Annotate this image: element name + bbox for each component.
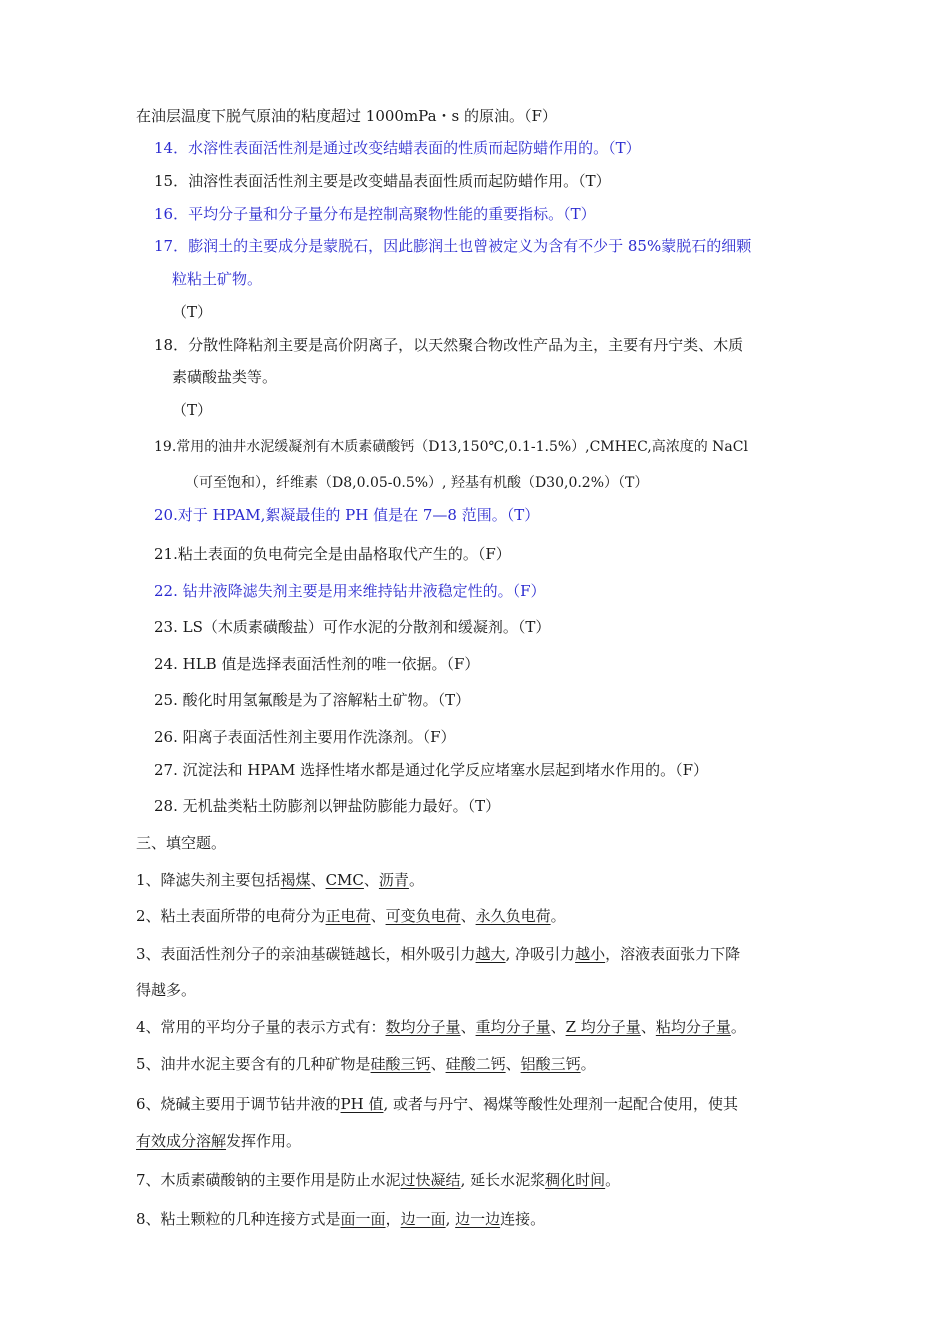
text-line: 24. HLB 值是选择表面活性剂的唯一依据。（F） bbox=[154, 655, 480, 673]
answer-blank: 硅酸三钙 bbox=[370, 1055, 431, 1073]
text-line: 23. LS（木质素磺酸盐）可作水泥的分散剂和缓凝剂。（T） bbox=[154, 618, 551, 636]
text-line: 18．分散性降粘剂主要是高价阴离子，以天然聚合物改性产品为主，主要有丹宁类、木质 bbox=[154, 336, 744, 354]
text-line: 25. 酸化时用氢氟酸是为了溶解粘土矿物。（T） bbox=[154, 691, 471, 709]
fill-question-5: 5、油井水泥主要含有的几种矿物是硅酸三钙、硅酸二钙、铝酸三钙。 bbox=[136, 1055, 596, 1073]
text-line: 28. 无机盐类粘土防膨剂以钾盐防膨能力最好。（T） bbox=[154, 797, 501, 815]
fill-question-1: 1、降滤失剂主要包括褐煤、CMC、沥青。 bbox=[136, 871, 424, 889]
text-line: 20.对于 HPAM,絮凝最佳的 PH 值是在 7—8 范围。（T） bbox=[154, 506, 540, 524]
fill-question-6-cont: 有效成分溶解发挥作用。 bbox=[136, 1132, 302, 1150]
answer-blank: 可变负电荷 bbox=[385, 907, 461, 925]
answer-blank: 铝酸三钙 bbox=[520, 1055, 581, 1073]
answer-blank: 有效成分溶解 bbox=[136, 1132, 227, 1150]
text-line: 14．水溶性表面活性剂是通过改变结蜡表面的性质而起防蜡作用的。（T） bbox=[154, 139, 641, 157]
answer-blank: 稠化时间 bbox=[545, 1171, 606, 1189]
fill-question-8: 8、粘土颗粒的几种连接方式是面一面，边一面, 边一边连接。 bbox=[136, 1210, 546, 1228]
answer-blank: PH 值 bbox=[340, 1095, 384, 1113]
section-heading: 三、填空题。 bbox=[136, 834, 227, 852]
fill-question-2: 2、粘土表面所带的电荷分为正电荷、可变负电荷、永久负电荷。 bbox=[136, 907, 566, 925]
answer-blank: 重均分子量 bbox=[475, 1018, 551, 1036]
answer-blank: 硅酸二钙 bbox=[445, 1055, 506, 1073]
text-line: 在油层温度下脱气原油的粘度超过 1000mPa・s 的原油。（F） bbox=[136, 107, 557, 125]
answer-blank: 正电荷 bbox=[325, 907, 371, 925]
fill-question-4: 4、常用的平均分子量的表示方式有：数均分子量、重均分子量、Z 均分子量、粘均分子量。 bbox=[136, 1018, 746, 1036]
answer-blank: 过快凝结 bbox=[400, 1171, 461, 1189]
fill-question-7: 7、木质素磺酸钠的主要作用是防止水泥过快凝结, 延长水泥浆稠化时间。 bbox=[136, 1171, 621, 1189]
text-line: 17．膨润土的主要成分是蒙脱石，因此膨润土也曾被定义为含有不少于 85%蒙脱石的细颗 bbox=[154, 237, 752, 255]
answer-blank: 永久负电荷 bbox=[475, 907, 551, 925]
fill-question-6: 6、烧碱主要用于调节钻井液的PH 值, 或者与丹宁、褐煤等酸性处理剂一起配合使用，使其 bbox=[136, 1095, 739, 1113]
text-line: 21.粘土表面的负电荷完全是由晶格取代产生的。（F） bbox=[154, 545, 511, 563]
text-line: 16．平均分子量和分子量分布是控制高聚物性能的重要指标。（T） bbox=[154, 205, 596, 223]
answer-blank: 边一面 bbox=[400, 1210, 446, 1228]
answer-blank: 面一面 bbox=[340, 1210, 386, 1228]
text-line: 粒粘土矿物。 bbox=[172, 270, 263, 288]
text-line: 22. 钻井液降滤失剂主要是用来维持钻井液稳定性的。（F） bbox=[154, 582, 546, 600]
answer-blank: 边一边 bbox=[455, 1210, 501, 1228]
text-line: 15．油溶性表面活性剂主要是改变蜡晶表面性质而起防蜡作用。（T） bbox=[154, 172, 611, 190]
answer-blank: 数均分子量 bbox=[385, 1018, 461, 1036]
text-line: 素磺酸盐类等。 bbox=[172, 368, 278, 386]
text-line: （T） bbox=[172, 401, 213, 419]
answer-blank: 粘均分子量 bbox=[655, 1018, 731, 1036]
answer-blank: 沥青 bbox=[378, 871, 409, 889]
text-line: （可至饱和），纤维素（D8,0.05-0.5%）, 羟基有机酸（D30,0.2%）（T） bbox=[185, 475, 649, 491]
answer-blank: CMC bbox=[325, 871, 364, 889]
text-line: （T） bbox=[172, 303, 213, 321]
answer-blank: 越小 bbox=[575, 945, 606, 963]
answer-blank: 越大 bbox=[475, 945, 506, 963]
answer-blank: Z 均分子量 bbox=[565, 1018, 641, 1036]
text-line: 27. 沉淀法和 HPAM 选择性堵水都是通过化学反应堵塞水层起到堵水作用的。（F） bbox=[154, 761, 709, 779]
text-line: 26. 阳离子表面活性剂主要用作洗涤剂。（F） bbox=[154, 728, 456, 746]
fill-question-3: 3、表面活性剂分子的亲油基碳链越长，相外吸引力越大, 净吸引力越小，溶液表面张力下降 bbox=[136, 945, 741, 963]
answer-blank: 褐煤 bbox=[280, 871, 311, 889]
fill-question-3-cont: 得越多。 bbox=[136, 981, 197, 999]
text-line: 19.常用的油井水泥缓凝剂有木质素磺酸钙（D13,150℃,0.1-1.5%）,CMHEC,高浓度的 NaCl bbox=[154, 439, 748, 455]
